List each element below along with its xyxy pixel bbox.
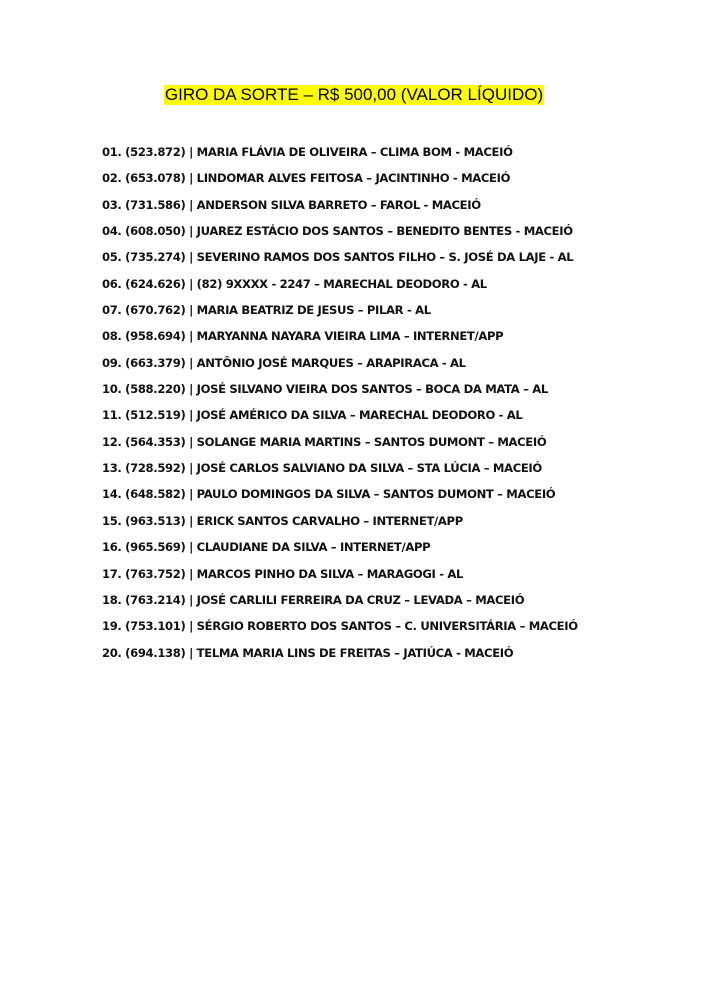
- winner-entry-01: 01. (523.872) | MARIA FLÁVIA DE OLIVEIRA – CLIMA BOM - MACEIÓ: [102, 145, 513, 159]
- winner-entry-08: 08. (958.694) | MARYANNA NAYARA VIEIRA LIMA – INTERNET/APP: [102, 329, 504, 344]
- winner-entry-12: 12. (564.353) | SOLANGE MARIA MARTINS – SANTOS DUMONT – MACEIÓ: [102, 434, 547, 449]
- winner-entry-05: 05. (735.274) | SEVERINO RAMOS DOS SANTOS FILHO – S. JOSÉ DA LAJE - AL: [102, 250, 574, 265]
- winner-entry-20: 20. (694.138) | TELMA MARIA LINS DE FREITAS – JATIÚCA - MACEIÓ: [102, 645, 514, 660]
- winner-entry-13: 13. (728.592) | JOSÉ CARLOS SALVIANO DA SILVA – STA LÚCIA – MACEIÓ: [102, 461, 542, 476]
- winner-entry-16: 16. (965.569) | CLAUDIANE DA SILVA – INTERNET/APP: [102, 540, 431, 555]
- winner-entry-07: 07. (670.762) | MARIA BEATRIZ DE JESUS – PILAR - AL: [102, 303, 431, 318]
- winner-entry-06: 06. (624.626) | (82) 9XXXX - 2247 – MARECHAL DEODORO - AL: [102, 276, 487, 291]
- winner-entry-19: 19. (753.101) | SÉRGIO ROBERTO DOS SANTOS – C. UNIVERSITÁRIA – MACEIÓ: [102, 619, 578, 634]
- winner-entry-11: 11. (512.519) | JOSÉ AMÉRICO DA SILVA – MARECHAL DEODORO - AL: [102, 408, 523, 423]
- title-container: [0, 85, 708, 105]
- winner-entry-02: 02. (653.078) | LINDOMAR ALVES FEITOSA – JACINTINHO - MACEIÓ: [102, 171, 511, 186]
- winner-entry-04: 04. (608.050) | JUAREZ ESTÁCIO DOS SANTOS – BENEDITO BENTES - MACEIÓ: [102, 224, 573, 239]
- winner-entry-15: 15. (963.513) | ERICK SANTOS CARVALHO – INTERNET/APP: [102, 513, 463, 528]
- page-title: GIRO DA SORTE – R$ 500,00 (VALOR LÍQUIDO): [164, 85, 544, 104]
- winner-entry-03: 03. (731.586) | ANDERSON SILVA BARRETO – FAROL - MACEIÓ: [102, 197, 481, 212]
- winner-entry-18: 18. (763.214) | JOSÉ CARLILI FERREIRA DA CRUZ – LEVADA – MACEIÓ: [102, 592, 525, 607]
- winner-entry-14: 14. (648.582) | PAULO DOMINGOS DA SILVA – SANTOS DUMONT – MACEIÓ: [102, 487, 556, 502]
- winner-entry-10: 10. (588.220) | JOSÉ SILVANO VIEIRA DOS SANTOS – BOCA DA MATA – AL: [102, 382, 548, 397]
- winner-entry-09: 09. (663.379) | ANTÔNIO JOSÉ MARQUES – ARAPIRACA - AL: [102, 355, 466, 370]
- winners-list: [102, 144, 662, 671]
- winner-entry-17: 17. (763.752) | MARCOS PINHO DA SILVA – MARAGOGI - AL: [102, 566, 464, 581]
